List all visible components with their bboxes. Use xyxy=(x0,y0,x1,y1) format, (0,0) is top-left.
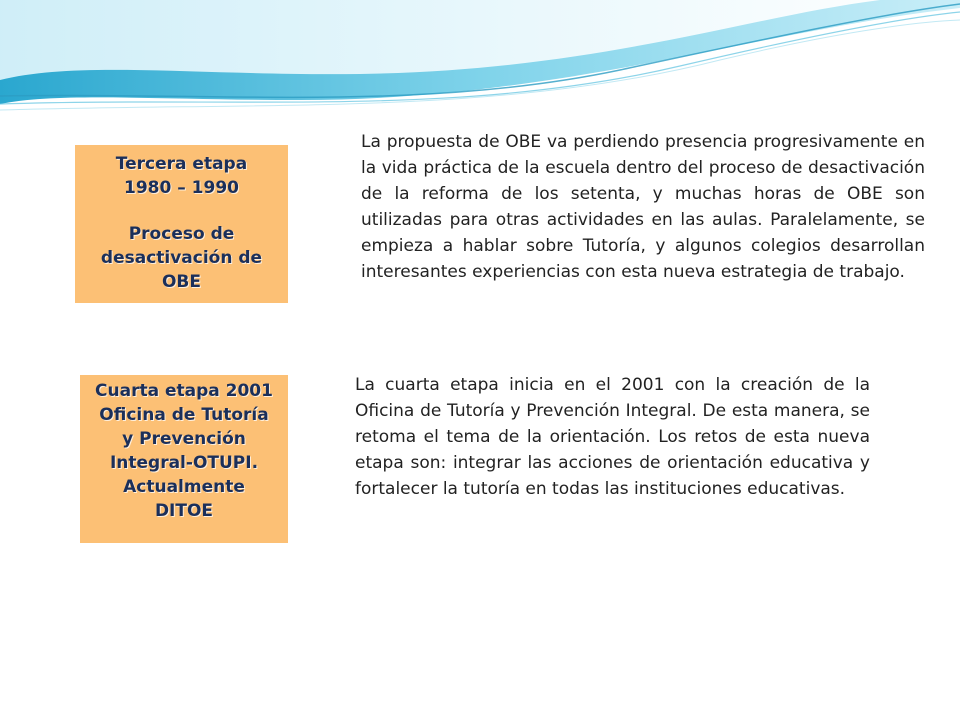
stage4-line5: Actualmente xyxy=(123,477,245,497)
stage3-subtitle-line3: OBE xyxy=(161,272,202,292)
stage3-box xyxy=(75,145,288,303)
stage3-description: La propuesta de OBE va perdiendo presencia progresivamente en la vida práctica de la escuela dentro del proceso de desactivación de la reforma de los setenta, y muchas horas de OBE son utilizadas para otras actividades en las aulas. Paralelamente, se empieza a hablar sobre Tutoría, y algunos colegios desarrollan interesantes experiencias con esta nueva estrategia de trabajo. xyxy=(361,132,925,282)
stage3-years: 1980 – 1990 xyxy=(124,178,239,198)
stage3-subtitle-line2: desactivación de xyxy=(100,248,263,268)
stage3-title: Tercera etapa xyxy=(115,154,248,174)
header-wave-decoration xyxy=(0,0,960,120)
stage4-line1: Cuarta etapa 2001 xyxy=(95,381,273,401)
stage3-subtitle-line1: Proceso de xyxy=(128,224,235,244)
stage4-description: La cuarta etapa inicia en el 2001 con la creación de la Oficina de Tutoría y Prevención Integral. De esta manera, se retoma el tema de la orientación. Los retos de esta nueva etapa son: integrar las acciones de orientación educativa y fortalecer la tutoría en todas las instituciones educativas. xyxy=(355,375,870,499)
stage4-line2: Oficina de Tutoría xyxy=(99,405,269,425)
stage4-line4: Integral-OTUPI. xyxy=(109,453,259,473)
stage4-line6: DITOE xyxy=(154,501,214,521)
stage4-box xyxy=(80,375,288,543)
stage4-line3: y Prevención xyxy=(122,429,246,449)
